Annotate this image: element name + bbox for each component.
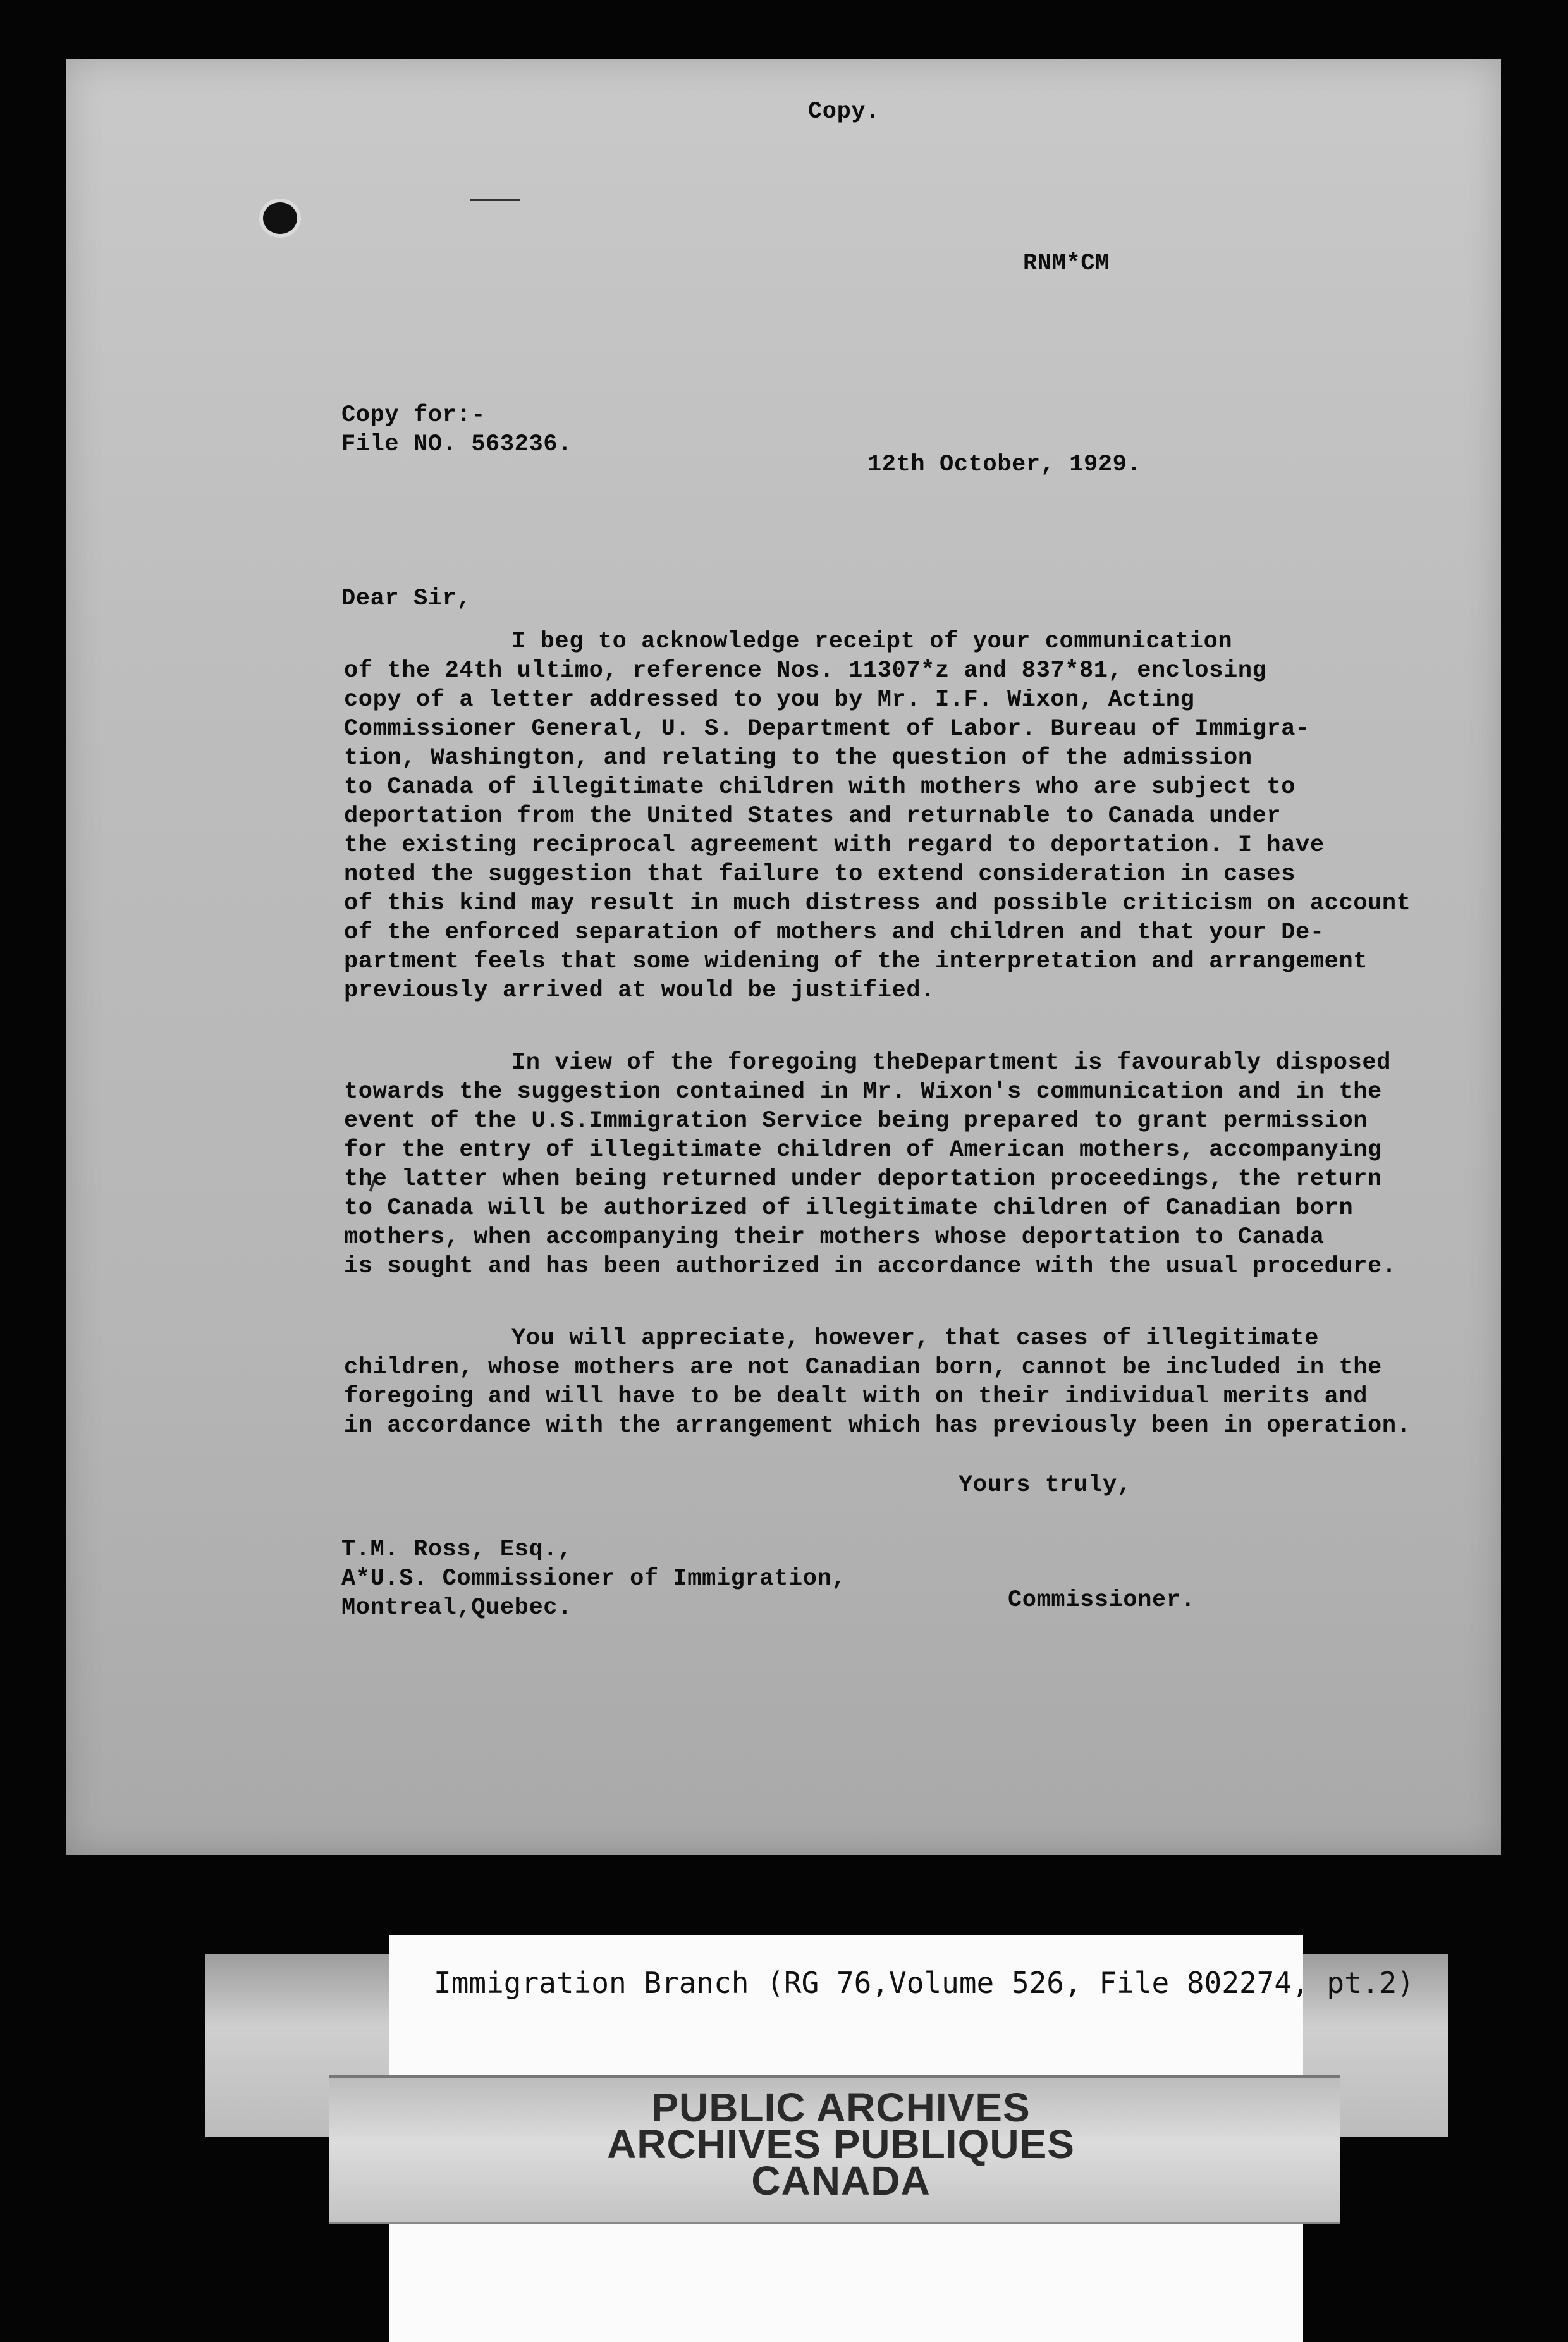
- paragraph-line: of the 24th ultimo, reference Nos. 11307*z and 837*81, enclosing: [344, 658, 1267, 684]
- punch-hole-mark: [263, 202, 297, 234]
- paragraph-line: previously arrived at would be justified.: [344, 978, 935, 1004]
- closing: Yours truly,: [959, 1472, 1132, 1499]
- paragraph-line: tion, Washington, and relating to the question of the admission: [344, 745, 1253, 771]
- letter-page: [66, 59, 1501, 1855]
- paragraph-line: to Canada will be authorized of illegitimate children of Canadian born: [344, 1195, 1354, 1222]
- paragraph-line: I beg to acknowledge receipt of your communication: [511, 628, 1233, 655]
- paragraph-line: the existing reciprocal agreement with regard to deportation. I have: [344, 832, 1325, 859]
- archive-stamp-line: ARCHIVES PUBLIQUES: [607, 2121, 1075, 2167]
- paragraph-line: In view of the foregoing theDepartment is favourably disposed: [511, 1050, 1392, 1076]
- signature-title: Commissioner.: [1008, 1587, 1196, 1614]
- addressee-title: A*U.S. Commissioner of Immigration,: [341, 1566, 847, 1592]
- paragraph-line: mothers, when accompanying their mothers whose deportation to Canada: [344, 1224, 1325, 1251]
- paragraph-line: Commissioner General, U. S. Department of Labor. Bureau of Immigra-: [344, 716, 1310, 742]
- typist-initials: RNM*CM: [1023, 250, 1110, 277]
- paragraph-department-position: [344, 1048, 1495, 1281]
- letter-date: 12th October, 1929.: [867, 451, 1142, 478]
- paragraph-line: partment feels that some widening of the interpretation and arrangement: [344, 948, 1368, 975]
- paragraph-line: of this kind may result in much distress and possible criticism on account: [344, 890, 1411, 917]
- paragraph-line: is sought and has been authorized in accordance with the usual procedure.: [344, 1253, 1397, 1280]
- copy-for-label: Copy for:-: [341, 402, 486, 429]
- addressee-name: T.M. Ross, Esq.,: [341, 1536, 572, 1563]
- paragraph-line: deportation from the United States and returnable to Canada under: [344, 803, 1282, 830]
- paragraph-line: children, whose mothers are not Canadian born, cannot be included in the: [344, 1354, 1382, 1381]
- paragraph-line: for the entry of illegitimate children of American mothers, accompanying: [344, 1137, 1382, 1163]
- salutation: Dear Sir,: [341, 586, 472, 612]
- paragraph-line: foregoing and will have to be dealt with on their individual merits and: [344, 1383, 1368, 1410]
- archive-stamp-line: PUBLIC ARCHIVES: [651, 2085, 1031, 2130]
- paragraph-exclusions: [344, 1324, 1495, 1440]
- paragraph-line: towards the suggestion contained in Mr. Wixon's communication and in the: [344, 1079, 1382, 1105]
- copy-mark: Copy.: [808, 99, 881, 125]
- paragraph-line: event of the U.S.Immigration Service being prepared to grant permission: [344, 1108, 1368, 1134]
- paragraph-line: of the enforced separation of mothers and children and that your De-: [344, 919, 1325, 946]
- paragraph-line: the latter when being returned under deportation proceedings, the return: [344, 1166, 1382, 1192]
- paragraph-line: copy of a letter addressed to you by Mr. I.F. Wixon, Acting: [344, 687, 1195, 713]
- paragraph-acknowledgement: [344, 627, 1495, 1005]
- paragraph-line: in accordance with the arrangement which has previously been in operation.: [344, 1413, 1411, 1439]
- file-number: File NO. 563236.: [341, 431, 572, 458]
- paragraph-line: noted the suggestion that failure to extend consideration in cases: [344, 861, 1296, 888]
- paragraph-line: to Canada of illegitimate children with mothers who are subject to: [344, 774, 1296, 800]
- addressee-city: Montreal,Quebec.: [341, 1595, 572, 1621]
- paragraph-line: You will appreciate, however, that cases of illegitimate: [511, 1325, 1320, 1352]
- archive-stamp-line: CANADA: [751, 2158, 931, 2204]
- archive-stamp: [588, 2085, 1094, 2204]
- archive-reference: Immigration Branch (RG 76,Volume 526, File 802274, pt.2): [434, 1966, 1414, 2000]
- pencil-mark: [470, 199, 520, 201]
